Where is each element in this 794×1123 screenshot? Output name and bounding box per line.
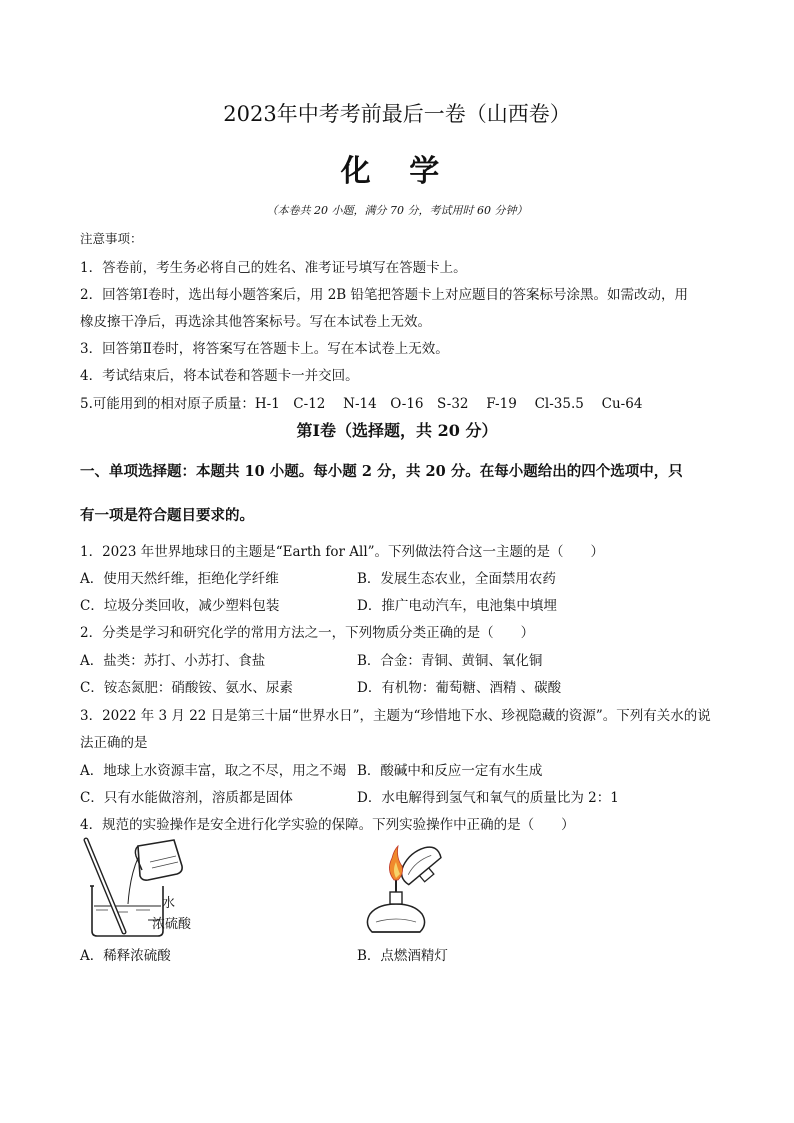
exam-note: （本卷共 20 小题，满分 70 分，考试用时 60 分钟） xyxy=(266,204,528,217)
figure-alcohol-lamp xyxy=(358,840,458,940)
q3-option-b: B．酸碱中和反应一定有水生成 xyxy=(357,763,543,779)
q3-stem-1: 3．2022 年 3 月 22 日是第三十届“世界水日”，主题为“珍惜地下水、珍视隐藏的资源”。下列有关水的说 xyxy=(80,708,711,724)
notice-item-5: 5.可能用到的相对原子质量：H-1 C-12 N-14 O-16 S-32 F-19 Cl-35.5 Cu-64 xyxy=(80,396,643,412)
notice-heading: 注意事项： xyxy=(80,231,143,246)
notice-item-2: 2．回答第Ⅰ卷时，选出每小题答案后，用 2B 铅笔把答题卡上对应题目的答案标号涂黑。如需改动，用 xyxy=(80,287,689,303)
q3-stem-2: 法正确的是 xyxy=(80,735,148,751)
q2-option-b: B．合金：青铜、黄铜、氧化铜 xyxy=(357,653,543,669)
subject-title: 化 学 xyxy=(340,154,454,189)
exam-title: 2023年中考考前最后一卷（山西卷） xyxy=(223,102,571,126)
q4-stem: 4．规范的实验操作是安全进行化学实验的保障。下列实验操作中正确的是（ ） xyxy=(80,817,575,833)
q3-option-d: D．水电解得到氢气和氧气的质量比为 2：1 xyxy=(357,790,619,806)
q2-option-a: A．盐类：苏打、小苏打、食盐 xyxy=(80,653,266,669)
notice-item-3: 3．回答第Ⅱ卷时，将答案写在答题卡上。写在本试卷上无效。 xyxy=(80,341,449,357)
q1-option-c: C．垃圾分类回收，减少塑料包装 xyxy=(80,598,280,614)
section-heading: 第Ⅰ卷（选择题，共 20 分） xyxy=(296,421,498,440)
section-instruction-2: 有一项是符合题目要求的。 xyxy=(80,507,254,524)
q2-option-c: C．铵态氮肥：硝酸铵、氨水、尿素 xyxy=(80,680,293,696)
q3-option-c: C．只有水能做溶剂，溶质都是固体 xyxy=(80,790,293,806)
notice-item-1: 1．答卷前，考生务必将自己的姓名、准考证号填写在答题卡上。 xyxy=(80,260,467,276)
q1-stem: 1．2023 年世界地球日的主题是“Earth for All”。下列做法符合这一主题的是（ ） xyxy=(80,544,605,560)
notice-item-2-cont: 橡皮擦干净后，再选涂其他答案标号。写在本试卷上无效。 xyxy=(80,314,431,330)
q1-option-b: B．发展生态农业，全面禁用农药 xyxy=(357,571,556,587)
q4-option-a: A．稀释浓硫酸 xyxy=(80,948,171,964)
section-instruction-1: 一、单项选择题：本题共 10 小题。每小题 2 分，共 20 分。在每小题给出的四个选项中，只 xyxy=(80,463,683,480)
q2-stem: 2．分类是学习和研究化学的常用方法之一，下列物质分类正确的是（ ） xyxy=(80,625,535,641)
q4-option-b: B．点燃酒精灯 xyxy=(357,948,448,964)
q3-option-a: A．地球上水资源丰富，取之不尽，用之不竭 xyxy=(80,763,347,779)
label-water: 水 xyxy=(162,896,176,911)
q2-option-d: D．有机物：葡萄糖、酒精 、碳酸 xyxy=(357,680,562,696)
label-conc-acid: 浓硫酸 xyxy=(152,917,192,932)
q1-option-a: A．使用天然纤维，拒绝化学纤维 xyxy=(80,571,279,587)
q1-option-d: D．推广电动汽车，电池集中填埋 xyxy=(357,598,557,614)
notice-item-4: 4．考试结束后，将本试卷和答题卡一并交回。 xyxy=(80,368,359,384)
